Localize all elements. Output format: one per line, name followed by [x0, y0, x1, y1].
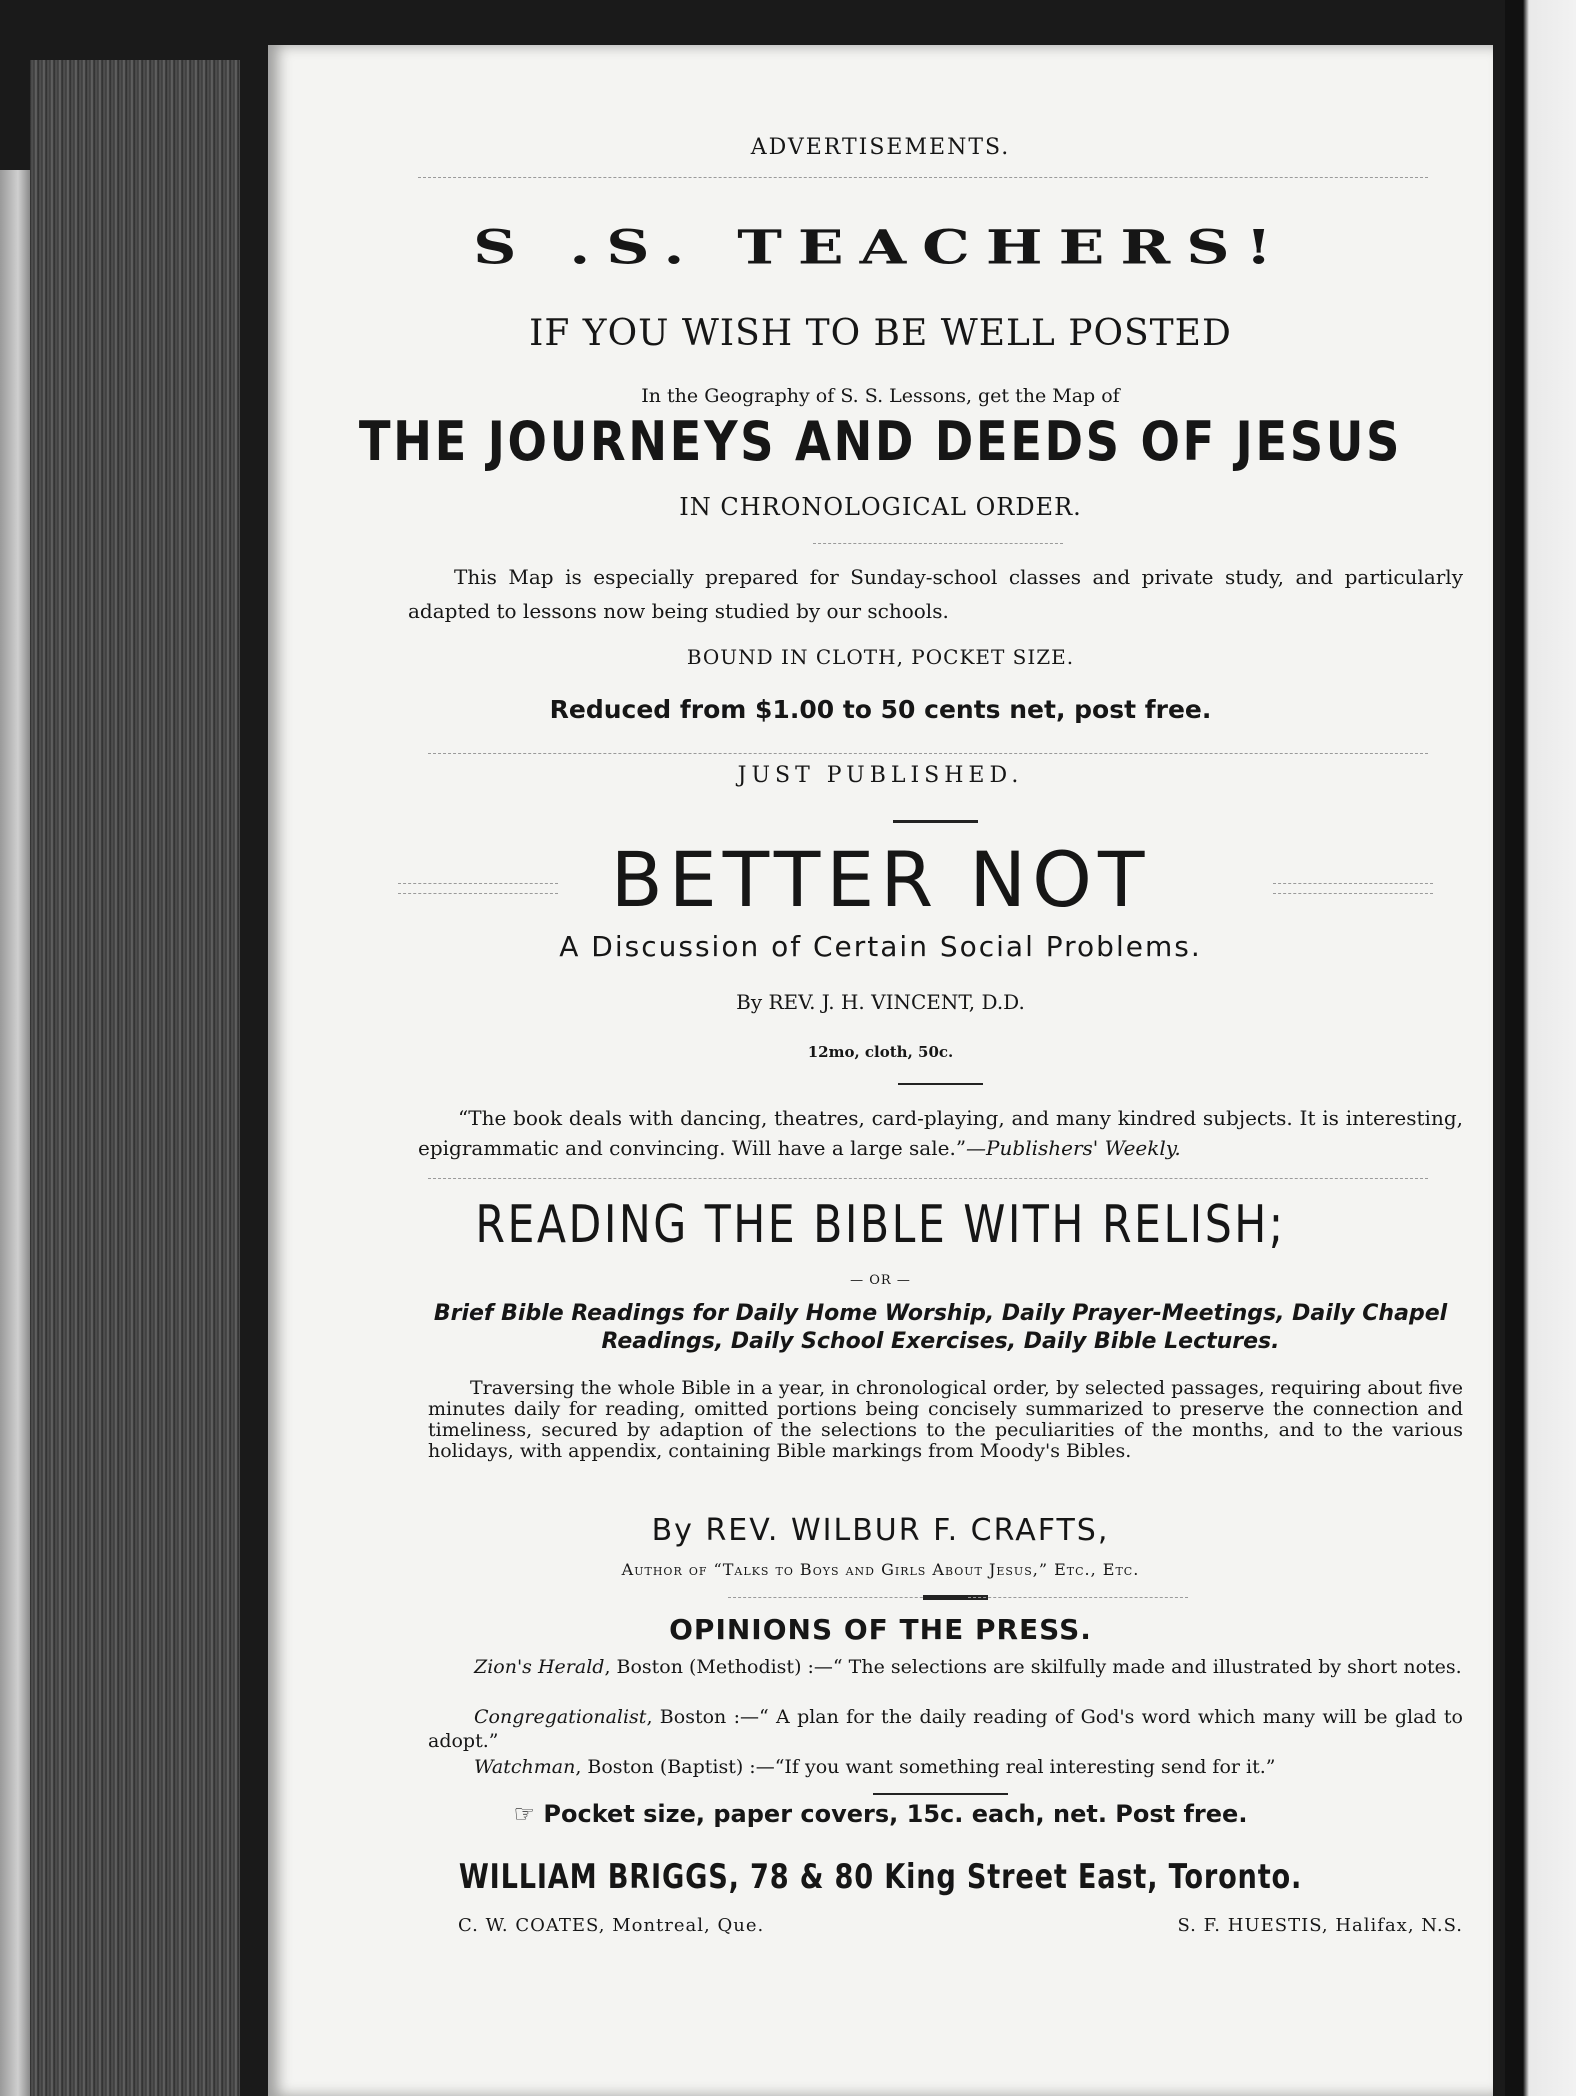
divider — [428, 753, 1428, 754]
opinion-text: , Boston :—“ A plan for the daily reading of God's word which many will be glad to adopt.” — [428, 1706, 1463, 1752]
book-author: By REV. J. H. VINCENT, D.D. — [736, 990, 1025, 1014]
publisher-address: WILLIAM BRIGGS, 78 & 80 King Street East, Toronto. — [458, 1857, 1303, 1897]
ad-teachers-line: In the Geography of S. S. Lessons, get the Map of — [641, 385, 1120, 407]
or-separator: — OR — — [850, 1273, 911, 1288]
quote-text: “The book deals with dancing, theatres, card-playing, and many kindred subjects. It is interesting, epigrammatic and convincing. Will have a large sale.” — [418, 1106, 1463, 1160]
book-edge-light — [0, 170, 30, 2096]
opinion-text: , Boston (Methodist) :—“ The selections are skilfully made and illustrated by short notes. — [604, 1656, 1462, 1678]
short-rule — [873, 1793, 1008, 1795]
divider — [418, 177, 1428, 178]
book-format: 12mo, cloth, 50c. — [807, 1043, 954, 1061]
map-price: Reduced from $1.00 to 50 cents net, post free. — [549, 695, 1212, 724]
divider — [728, 1597, 948, 1598]
short-rule — [898, 1083, 983, 1085]
ad-teachers-subtitle: IF YOU WISH TO BE WELL POSTED — [529, 313, 1232, 354]
facing-page-edge — [1505, 0, 1576, 2096]
opinion-item — [428, 1705, 1463, 1753]
agent-montreal: C. W. COATES, Montreal, Que. — [458, 1915, 765, 1936]
book-title-reading-bible: READING THE BIBLE WITH RELISH; — [475, 1195, 1286, 1255]
opinions-title: OPINIONS OF THE PRESS. — [669, 1613, 1092, 1646]
divider — [428, 1178, 1428, 1179]
opinion-item — [428, 1655, 1463, 1679]
map-order: IN CHRONOLOGICAL ORDER. — [679, 493, 1082, 521]
divider — [813, 543, 1063, 544]
book-subtitle: A Discussion of Certain Social Problems. — [559, 930, 1202, 963]
just-published: JUST PUBLISHED. — [737, 763, 1024, 788]
divider — [968, 1597, 1188, 1598]
book-page-edges — [30, 60, 240, 2096]
book-author-crafts: By REV. WILBUR F. CRAFTS, — [651, 1513, 1110, 1548]
book-subtitle-readings: Brief Bible Readings for Daily Home Worship, Daily Prayer-Meetings, Daily Chapel Readings, Daily School Exercises, Daily Bible Lectures. — [433, 1301, 1448, 1354]
opinion-text: , Boston (Baptist) :—“If you want something real interesting send for it.” — [575, 1756, 1276, 1778]
book-title-better-not: BETTER NOT — [610, 835, 1151, 924]
quote-source: —Publishers' Weekly. — [966, 1136, 1181, 1160]
ad-teachers-title: S .S. TEACHERS! — [473, 220, 1288, 276]
author-note: Author of “Talks to Boys and Girls About Jesus,” Etc., Etc. — [621, 1560, 1140, 1579]
opinion-source: Zion's Herald — [474, 1656, 605, 1678]
map-title: THE JOURNEYS AND DEEDS OF JESUS — [358, 410, 1403, 473]
map-description: This Map is especially prepared for Sunday-school classes and private study, and particularly adapted to lessons now being studied by our schools. — [408, 565, 1463, 623]
pocket-size-note: ☞ Pocket size, paper covers, 15c. each, net. Post free. — [513, 1800, 1248, 1828]
book-description: Traversing the whole Bible in a year, in chronological order, by selected passages, requiring about five minutes daily for reading, omitted portions being concisely summarized to preserve the connection and timeliness, secured by adaption of the selections to the peculiarities of the months, and to the various holidays, with appendix, containing Bible markings from Moody's Bibles. — [428, 1377, 1463, 1462]
opinion-item — [428, 1755, 1463, 1779]
opinion-source: Congregationalist — [474, 1706, 647, 1728]
agent-halifax: S. F. HUESTIS, Halifax, N.S. — [1177, 1915, 1463, 1936]
press-quote — [418, 1103, 1463, 1163]
page-header: ADVERTISEMENTS. — [750, 135, 1011, 160]
map-binding: BOUND IN CLOTH, POCKET SIZE. — [686, 645, 1075, 669]
advertisement-page — [268, 45, 1493, 2096]
short-rule — [893, 820, 978, 823]
opinion-source: Watchman — [474, 1756, 576, 1778]
